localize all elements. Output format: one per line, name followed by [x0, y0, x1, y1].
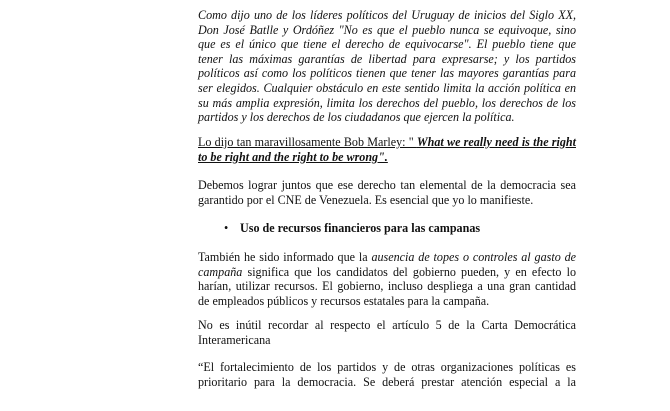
article-quote-paragraph — [198, 360, 576, 389]
recursos-line — [198, 250, 576, 265]
cne-line: garantido por el CNE de Venezuela. Es esencial que yo lo manifieste. — [198, 192, 534, 207]
quote-line: que es el único que tiene el derecho de equivocarse". El pueblo tiene que — [198, 37, 576, 52]
bullet-icon: • — [224, 221, 229, 235]
recursos-paragraph — [198, 250, 576, 308]
cne-line: Debemos lograr juntos que ese derecho tan elemental de la democracia sea — [198, 178, 576, 192]
recursos-text: También he sido informado que la — [198, 250, 372, 264]
batlle-quote-paragraph — [198, 8, 576, 125]
quote-line: Como dijo uno de los líderes políticos del Uruguay de inicios del Siglo XX, — [198, 8, 576, 22]
carta-line: No es inútil recordar al respecto el artículo 5 de la Carta Democrática — [198, 318, 576, 332]
recursos-emphasis: campaña — [198, 264, 243, 279]
quote-line: ser elegidos. Cualquier obstáculo en este sentido limita la acción política en — [198, 80, 576, 95]
section-heading — [224, 221, 480, 236]
section-heading-text: Uso de recursos financieros para las campanas — [240, 221, 481, 235]
recursos-emphasis: ausencia de topes o controles al gasto de — [371, 250, 577, 264]
marley-quote-continued: to be right and the right to be wrong". — [198, 149, 388, 164]
marley-quote: What we really need is the right — [416, 135, 576, 149]
cne-paragraph — [198, 178, 576, 207]
quote-line: Don José Batlle y Ordóñez "No es que el pueblo nunca se equivoque, sino — [198, 22, 576, 37]
article-quote-line: “El fortalecimiento de los partidos y de otras organizaciones políticas es — [198, 360, 576, 374]
carta-line: Interamericana — [198, 332, 271, 347]
quote-line: tener las máximas garantías de libertad para expresarse; y los partidos — [198, 51, 576, 66]
recursos-line: harían, utilizar recursos. El gobierno, incluso despliega a una gran cantidad — [198, 279, 576, 294]
quote-line: políticos así como los políticos tienen que tener las mayores garantías para — [198, 66, 576, 81]
marley-intro: Lo dijo tan maravillosamente Bob Marley: " — [198, 135, 417, 149]
marley-quote-paragraph — [198, 135, 576, 164]
marley-line — [198, 135, 576, 150]
article-quote-line: prioritario para la democracia. Se deberá prestar atención especial a la — [198, 374, 576, 389]
carta-paragraph — [198, 318, 576, 347]
recursos-text: significa que los candidatos del gobierno pueden, y en efecto lo — [242, 264, 576, 279]
recursos-line: de empleados públicos y recursos estatales para la campaña. — [198, 293, 490, 308]
recursos-line — [198, 265, 576, 280]
quote-line: partidos y los derechos de los ciudadanos que ejercen la política. — [198, 110, 515, 125]
quote-line: su más amplia expresión, limita los derechos del pueblo, los derechos de los — [198, 95, 576, 110]
